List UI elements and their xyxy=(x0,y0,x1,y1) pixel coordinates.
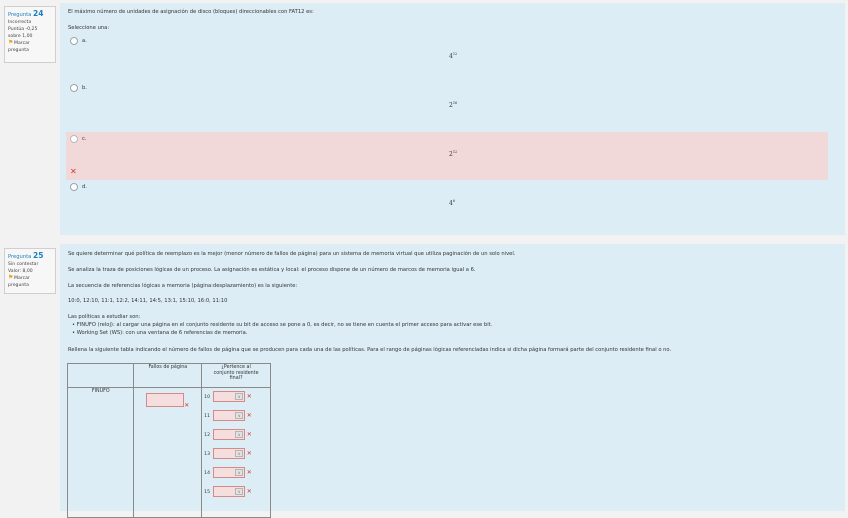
reference-sequence: 10:0, 12:10, 11:1, 12:2, 14:11, 14:5, 13:1, 15:10, 16:0, 11:10 xyxy=(68,298,228,304)
question-24-info xyxy=(4,6,56,63)
page-10-select[interactable] xyxy=(213,391,245,402)
flag-question-link-line2[interactable]: pregunta xyxy=(8,283,29,288)
page-row: 13 ∨ ✕ xyxy=(204,450,252,457)
incorrect-x-icon: ✕ xyxy=(70,167,77,176)
select-prompt: Seleccione una: xyxy=(68,25,110,31)
incorrect-x-icon: ✕ xyxy=(246,431,252,438)
table-header-fallos: Fallos de página xyxy=(134,364,202,388)
answer-table xyxy=(67,363,271,518)
page-row: 14 ∨ ✕ xyxy=(204,469,252,476)
page-row: 10 ∨ ✕ xyxy=(204,393,252,400)
page-row: 11 ∨ ✕ xyxy=(204,412,252,419)
flag-question-link[interactable]: ⚑Marcar xyxy=(8,274,30,281)
chevron-down-icon: ∨ xyxy=(235,469,243,476)
question-value: Valor: 8,00 xyxy=(8,269,33,274)
incorrect-answer-highlight xyxy=(66,132,828,180)
option-d-radio[interactable] xyxy=(70,183,78,191)
question-25-content xyxy=(60,244,845,511)
page-11-select[interactable] xyxy=(213,410,245,421)
question-number: Pregunta 24 xyxy=(8,9,44,18)
question-number: Pregunta 25 xyxy=(8,251,44,260)
fallos-finufo-input[interactable] xyxy=(146,393,184,407)
page-14-select[interactable] xyxy=(213,467,245,478)
question-25-info xyxy=(4,248,56,294)
page-row: 12 ∨ ✕ xyxy=(204,431,252,438)
option-a-label[interactable]: a. xyxy=(82,38,87,44)
flag-question-link[interactable]: ⚑Marcar xyxy=(8,39,30,46)
chevron-down-icon: ∨ xyxy=(235,393,243,400)
incorrect-x-icon: ✕ xyxy=(246,469,252,476)
question-max-score: sobre 1,00 xyxy=(8,34,33,39)
option-c-radio[interactable] xyxy=(70,135,78,143)
page-row: 15 ∨ ✕ xyxy=(204,488,252,495)
question-status: Incorrecta xyxy=(8,20,32,25)
fallos-cell xyxy=(134,388,202,518)
page-12-select[interactable] xyxy=(213,429,245,440)
incorrect-x-icon: ✕ xyxy=(246,412,252,419)
question-text: El máximo número de unidades de asignación de disco (bloques) direccionables con FAT12 es: xyxy=(68,9,314,15)
incorrect-x-icon: ✕ xyxy=(246,488,252,495)
chevron-down-icon: ∨ xyxy=(235,450,243,457)
question-status: Sin contestar xyxy=(8,262,39,267)
residente-cell xyxy=(202,388,271,518)
policy-ws: • Working Set (WS): con una ventana de 6 referencias de memoria. xyxy=(72,330,248,336)
policies-title: Las políticas a estudiar son: xyxy=(68,314,141,320)
flag-question-link-line2[interactable]: pregunta xyxy=(8,48,29,53)
page-13-select[interactable] xyxy=(213,448,245,459)
question-24-content xyxy=(60,3,845,235)
flag-icon: ⚑ xyxy=(8,39,14,46)
flag-icon: ⚑ xyxy=(8,274,14,281)
policy-finufo: • FINUFO (reloj): al cargar una página en el conjunto residente su bit de acceso se pone a 0, es decir, no se tiene en cuenta el primer acceso para activar ese bit. xyxy=(72,322,493,328)
instruction-text: Rellena la siguiente tabla indicando el número de fallos de página que se producen para cada una de las políticas. Para el rango de páginas lógicas referenciadas indica si dicha página formará parte del conjunto residente final o no. xyxy=(68,347,672,353)
chevron-down-icon: ∨ xyxy=(235,431,243,438)
paragraph-2: Se analiza la traza de posiciones lógicas de un proceso. La asignación es estática y local: el proceso dispone de un número de marcos de memoria igual a 6. xyxy=(68,267,476,273)
incorrect-x-icon: ✕ xyxy=(246,450,252,457)
incorrect-x-icon: ✕ xyxy=(184,402,190,409)
option-b-label[interactable]: b. xyxy=(82,85,87,91)
page-15-select[interactable] xyxy=(213,486,245,497)
question-score: Puntúa -0,25 xyxy=(8,27,38,32)
option-a-answer: $4^{12}$ xyxy=(449,52,458,60)
incorrect-x-icon: ✕ xyxy=(246,393,252,400)
option-c-answer: $2^{12}$ xyxy=(449,150,458,158)
option-a-radio[interactable] xyxy=(70,37,78,45)
option-c-label[interactable]: c. xyxy=(82,136,87,142)
option-b-answer: $2^{16}$ xyxy=(449,101,458,109)
table-header-empty xyxy=(68,364,134,388)
chevron-down-icon: ∨ xyxy=(235,412,243,419)
chevron-down-icon: ∨ xyxy=(235,488,243,495)
row-label-finufo: FINUFO xyxy=(68,388,134,518)
option-d-answer: $4^6$ xyxy=(449,199,456,207)
option-d-label[interactable]: d. xyxy=(82,184,87,190)
paragraph-1: Se quiere determinar qué política de reemplazo es la mejor (menor número de fallos de página) para un sistema de memoria virtual que utiliza paginación de un solo nivel. xyxy=(68,251,516,257)
option-b-radio[interactable] xyxy=(70,84,78,92)
paragraph-3: La secuencia de referencias lógicas a memoria (página:desplazamiento) es la siguiente: xyxy=(68,283,298,289)
table-header-residente: ¿Pertence al conjunto residente final? xyxy=(202,364,271,388)
